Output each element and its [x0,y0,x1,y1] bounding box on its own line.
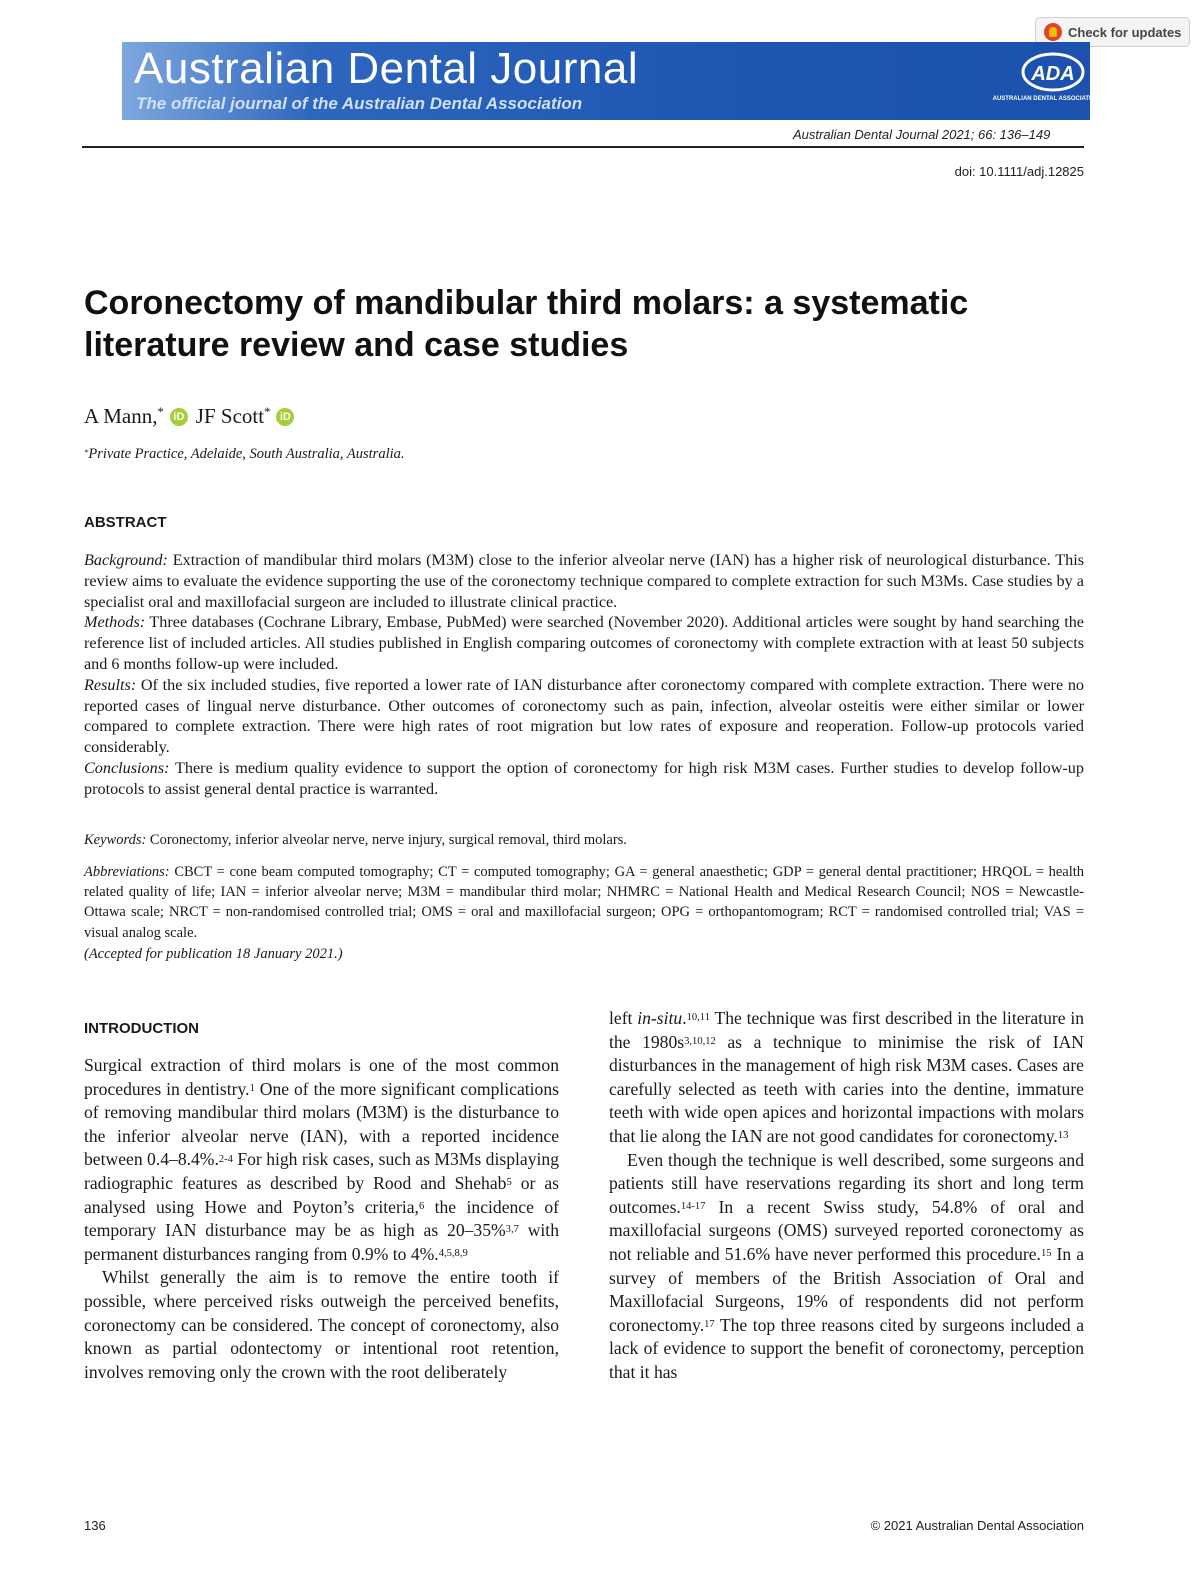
abstract-body [84,550,1084,800]
abstract-conclusions [84,758,1084,800]
citation-ref[interactable]: 3,7 [505,1224,519,1236]
header-rule [82,146,1084,148]
doi[interactable]: doi: 10.1111/adj.12825 [954,164,1084,179]
body-paragraph: Surgical extraction of third molars is one of the most common procedures in dentistry.$^1$ One of the more significant complications of removing mandibular third molars (M3M) is the disturbance to the inferior alveolar nerve (IAN), with a reported incidence between 0.4–8.4%.$^{2-4}$ For high risk cases, such as M3Ms displaying radiographic features as described by Rood and Shehab$^5$ or as analysed using Howe and Poyton’s criteria,$^6$ the incidence of temporary IAN disturbance may be as high as 20–35%$^{3,7}$ with permanent disturbances ranging from 0.9% to 4%.$^{4,5,8,9}$ [84,1055,559,1264]
citation: Australian Dental Journal 2021; 66: 136–149 [793,127,1051,142]
article-title: Coronectomy of mandibular third molars: a systematic literature review and case studies [84,284,969,364]
methods-text: Three databases (Cochrane Library, Embase, PubMed) were searched (November 2020). Additional articles were sought by hand searching the reference list of included articles. All studies published in English comparing outcomes of coronectomy with complete extraction with at least 50 subjects and 6 months follow-up were included. [84,613,1084,673]
abstract-heading: ABSTRACT [84,514,167,531]
citation-ref[interactable]: 4,5,8,9 [438,1248,468,1260]
abbreviations-label: Abbreviations: [84,864,170,880]
background-label: Background: [84,551,168,569]
body-paragraph: Whilst generally the aim is to remove the entire tooth if possible, where perceived risks outweigh the perceived benefits, coronectomy can be considered. The concept of coronectomy, also known as partial odontectomy or intentional root retention, involves removing only the crown with the root deliberately [84,1267,559,1382]
keywords-label: Keywords: [84,832,147,848]
crossmark-icon [1044,23,1062,41]
abstract-results [84,675,1084,758]
citation-ref[interactable]: 13 [1057,1130,1069,1142]
journal-banner [122,42,1114,120]
results-text: Of the six included studies, five reported a lower rate of IAN disturbance after coronectomy compared with complete extraction. There were no reported cases of lingual nerve disturbance. Other outcomes of coronectomy such as pain, infection, alveolar osteitis were either similar or lower compared to complete extraction. There were high rates of root migration but low rates of exposure and reoperation. Follow-up protocols varied considerably. [84,675,1085,757]
keywords-text: Coronectomy, inferior alveolar nerve, nerve injury, surgical removal, third molars. [149,832,627,848]
abbreviations-text: CBCT = cone beam computed tomography; CT = computed tomography; GA = general anaesthetic; GDP = general dental practitioner; HRQOL = health related quality of life; IAN = inferior alveolar nerve; M3M = mandibular third molar; NHMRC = National Health and Medical Research Council; NOS = Newcastle-Ottawa scale; NRCT = non-randomised controlled trial; OMS = oral and maxillofacial surgeon; OPG = orthopantomogram; RCT = randomised controlled trial; VAS = visual analog scale. [84,864,1084,941]
keywords [84,830,1084,850]
conclusions-label: Conclusions: [84,758,170,777]
citation-ref[interactable]: 10,11 [686,1012,710,1024]
ada-logo-icon [992,50,1114,112]
orcid-icon[interactable]: iD [170,408,188,426]
affiliation [84,446,405,463]
citation-ref[interactable]: 6 [418,1200,425,1212]
copyright: © 2021 Australian Dental Association [870,1518,1084,1533]
journal-title: Australian Dental Journal [134,44,639,93]
body-column-right [609,1007,1084,1385]
check-for-updates-label: Check for updates [1068,24,1182,40]
citation-ref[interactable]: 15 [1040,1248,1052,1260]
orcid-icon[interactable]: iD [276,408,294,426]
citation-ref[interactable]: 17 [704,1319,715,1331]
conclusions-text: There is medium quality evidence to support the option of coronectomy for high risk M3M cases. Further studies to develop follow-up protocols to assist general dental practice is warranted. [84,758,1084,798]
abstract-background [84,550,1084,612]
accepted-note: (Accepted for publication 18 January 2021.) [84,946,343,962]
methods-label: Methods: [84,613,146,632]
ada-logo-text: ADA [1031,63,1075,85]
citation-ref[interactable]: 3,10,12 [684,1035,716,1047]
introduction-heading: INTRODUCTION [84,1020,199,1037]
ada-logo-caption: AUSTRALIAN DENTAL ASSOCIATION INC. [992,96,1114,102]
affiliation-marker: * [84,446,89,457]
body-column-left [84,1054,559,1384]
journal-subtitle: The official journal of the Australian Dental Association [136,94,583,113]
citation-ref[interactable]: 14-17 [680,1201,706,1213]
results-label: Results: [84,675,137,694]
author-list: A Mann, * iD JF Scott * iD [84,404,302,429]
citation-ref[interactable]: 5 [506,1177,512,1189]
abbreviations [84,862,1084,943]
abstract-methods [84,612,1084,674]
background-text: Extraction of mandibular third molars (M3M) close to the inferior alveolar nerve (IAN) has a higher risk of neurological disturbance. This review aims to evaluate the evidence supporting the use of the coronectomy technique compared to complete extraction for such M3Ms. Case studies by a specialist oral and maxillofacial surgeon are included to illustrate clinical practice. [84,551,1085,611]
body-paragraph: left in-situ.$^{10,11}$ The technique was first described in the literature in the $1980s^{3,10,12}$ as a technique to minimise the risk of IAN disturbances in the management of high risk M3M cases. Cases are carefully selected as teeth with caries into the dentine, immature teeth with wide open apices and horizontal impactions with molars that lie along the IAN are not good candidates for coronectomy.$^{13}$ [609,1008,1085,1146]
author-name: JF Scott [195,404,265,428]
author-name: A Mann, [84,404,158,428]
citation-ref[interactable]: 1 [249,1082,255,1094]
citation-ref[interactable]: 2-4 [218,1153,233,1165]
page-number: 136 [84,1518,106,1533]
body-paragraph: Even though the technique is well described, some surgeons and patients still have reservations regarding its short and long term outcomes.$^{14-17}$ In a recent Swiss study, 54.8% of oral and maxillofacial surgeons (OMS) surveyed reported coronectomy as not reliable and 51.6% have never performed this procedure.$^{15}$ In a survey of members of the British Association of Oral and Maxillofacial Surgeons, 19% of respondents did not perform coronectomy.$^{17}$ The top three reasons cited by surgeons included a lack of evidence to support the benefit of coronectomy, perception that it has [609,1149,1085,1382]
affiliation-text: Private Practice, Adelaide, South Australia, Australia. [88,446,405,462]
